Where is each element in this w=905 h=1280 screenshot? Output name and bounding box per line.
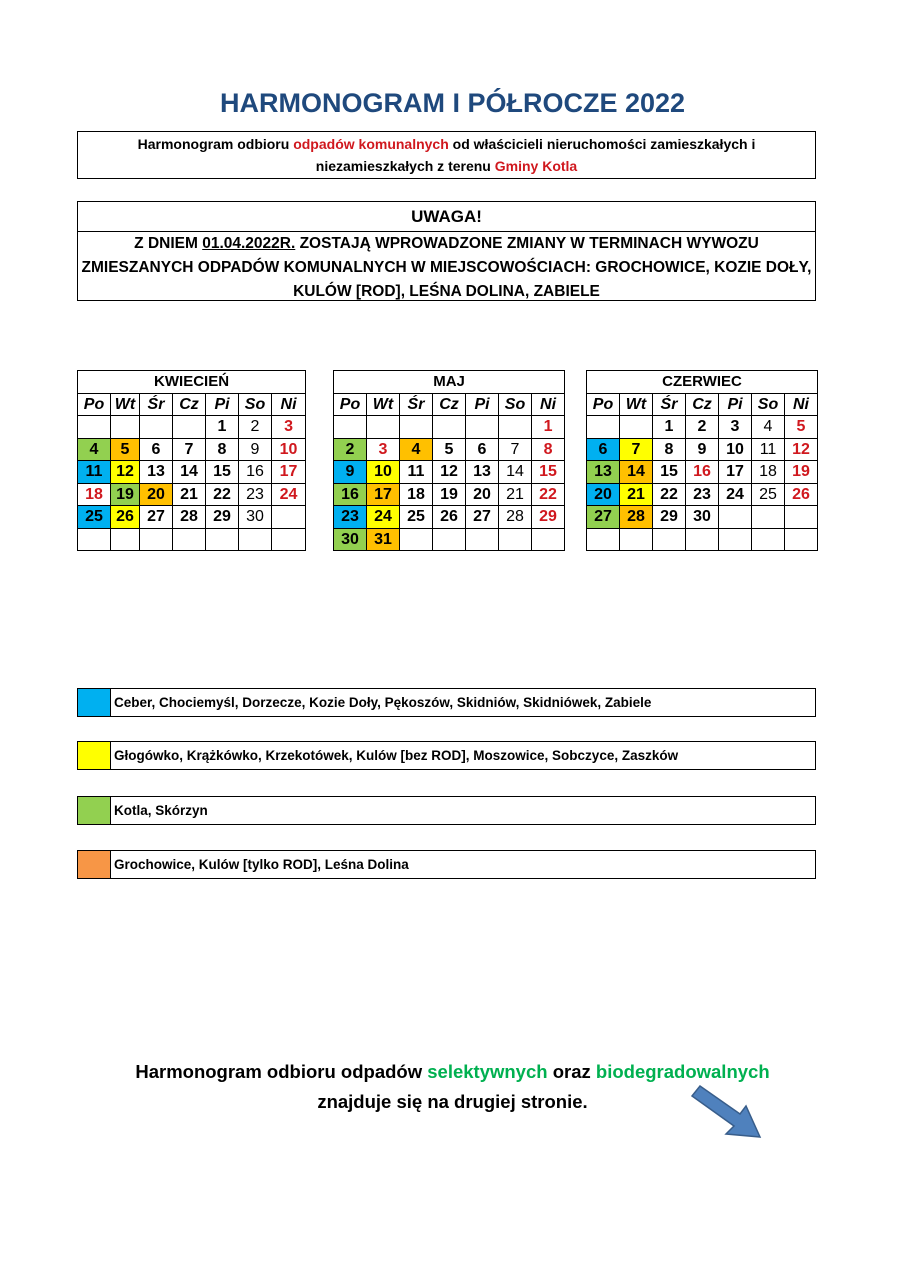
week-row <box>587 528 818 551</box>
empty-cell <box>532 528 565 551</box>
empty-cell <box>466 416 499 439</box>
day-cell: 23 <box>686 483 719 506</box>
week-row <box>334 483 565 506</box>
day-cell: 15 <box>206 461 239 484</box>
month-name: MAJ <box>334 371 565 394</box>
day-cell: 21 <box>620 483 653 506</box>
empty-cell <box>433 416 466 439</box>
empty-cell <box>400 416 433 439</box>
legend-label: Ceber, Chociemyśl, Dorzecze, Kozie Doły, Pękoszów, Skidniów, Skidniówek, Zabiele <box>114 695 652 710</box>
day-cell: 17 <box>719 461 752 484</box>
legend-label: Grochowice, Kulów [tylko ROD], Leśna Dolina <box>114 857 409 872</box>
day-cell: 2 <box>686 416 719 439</box>
empty-cell <box>686 528 719 551</box>
arrow-down-right-icon <box>688 1084 768 1144</box>
day-name: Wt <box>111 393 140 416</box>
day-cell: 15 <box>532 461 565 484</box>
day-cell: 21 <box>499 483 532 506</box>
calendar-april <box>77 370 306 551</box>
page-title: HARMONOGRAM I PÓŁROCZE 2022 <box>219 88 686 118</box>
day-name: So <box>499 393 532 416</box>
day-cell: 21 <box>173 483 206 506</box>
day-cell: 27 <box>587 506 620 529</box>
day-cell: 3 <box>367 438 400 461</box>
day-cell: 8 <box>206 438 239 461</box>
day-cell: 19 <box>785 461 818 484</box>
day-cell: 29 <box>653 506 686 529</box>
empty-cell <box>719 506 752 529</box>
day-cell: 16 <box>239 461 272 484</box>
day-name: Śr <box>653 393 686 416</box>
intro-text-2: od właścicieli nieruchomości zamieszkałych i niezamieszkałych z terenu <box>315 136 756 174</box>
calendar-june <box>586 370 818 551</box>
footer-highlight-selective: selektywnych <box>427 1061 548 1082</box>
day-cell: 27 <box>140 506 173 529</box>
empty-cell <box>78 416 111 439</box>
day-cell: 13 <box>466 461 499 484</box>
day-cell: 18 <box>78 483 111 506</box>
notice-text <box>78 232 815 304</box>
day-cell: 12 <box>785 438 818 461</box>
empty-cell <box>111 416 140 439</box>
day-cell: 6 <box>587 438 620 461</box>
empty-cell <box>752 506 785 529</box>
day-cell: 1 <box>532 416 565 439</box>
day-cell: 4 <box>400 438 433 461</box>
week-row <box>587 416 818 439</box>
day-cell: 20 <box>587 483 620 506</box>
day-cell: 5 <box>433 438 466 461</box>
intro-box <box>77 131 816 179</box>
legend-label: Kotla, Skórzyn <box>114 803 208 818</box>
empty-cell <box>272 528 306 551</box>
day-cell: 14 <box>173 461 206 484</box>
day-cell: 8 <box>532 438 565 461</box>
day-cell: 16 <box>686 461 719 484</box>
legend-label: Głogówko, Krążkówko, Krzekotówek, Kulów [bez ROD], Moszowice, Sobczyce, Zaszków <box>114 748 679 763</box>
month-name: KWIECIEŃ <box>78 371 306 394</box>
empty-cell <box>367 416 400 439</box>
day-cell: 5 <box>111 438 140 461</box>
day-cell: 4 <box>78 438 111 461</box>
notice-heading: UWAGA! <box>78 202 815 232</box>
day-cell: 30 <box>334 528 367 551</box>
day-cell: 29 <box>532 506 565 529</box>
week-row <box>587 506 818 529</box>
day-name: Pi <box>206 393 239 416</box>
week-row <box>587 438 818 461</box>
legend-swatch <box>78 797 111 824</box>
day-cell: 19 <box>111 483 140 506</box>
week-row <box>334 506 565 529</box>
day-cell: 4 <box>752 416 785 439</box>
day-cell: 3 <box>719 416 752 439</box>
day-cell: 7 <box>173 438 206 461</box>
day-cell: 26 <box>785 483 818 506</box>
day-name: Śr <box>140 393 173 416</box>
day-cell: 31 <box>367 528 400 551</box>
week-row <box>78 438 306 461</box>
day-cell: 9 <box>686 438 719 461</box>
day-cell: 10 <box>719 438 752 461</box>
week-row <box>78 506 306 529</box>
day-cell: 28 <box>499 506 532 529</box>
legend-swatch <box>78 851 111 878</box>
day-cell: 9 <box>334 461 367 484</box>
notice-date: 01.04.2022R. <box>202 235 296 252</box>
day-name: So <box>239 393 272 416</box>
day-name: Ni <box>532 393 565 416</box>
empty-cell <box>466 528 499 551</box>
week-row <box>78 416 306 439</box>
empty-cell <box>499 416 532 439</box>
day-cell: 6 <box>140 438 173 461</box>
empty-cell <box>78 528 111 551</box>
week-row <box>78 528 306 551</box>
intro-highlight-waste: odpadów komunalnych <box>293 136 449 152</box>
empty-cell <box>719 528 752 551</box>
footer-text: Harmonogram odbioru odpadów <box>135 1061 428 1082</box>
day-cell: 11 <box>752 438 785 461</box>
empty-cell <box>752 528 785 551</box>
empty-cell <box>587 416 620 439</box>
empty-cell <box>272 506 306 529</box>
day-cell: 17 <box>367 483 400 506</box>
empty-cell <box>433 528 466 551</box>
empty-cell <box>140 416 173 439</box>
week-row <box>587 483 818 506</box>
day-cell: 11 <box>400 461 433 484</box>
empty-cell <box>173 528 206 551</box>
day-cell: 12 <box>433 461 466 484</box>
empty-cell <box>620 528 653 551</box>
footer-line-2: znajduje się na drugiej stronie. <box>317 1091 588 1112</box>
day-cell: 13 <box>587 461 620 484</box>
day-cell: 23 <box>239 483 272 506</box>
day-name: Pi <box>719 393 752 416</box>
day-name: Pi <box>466 393 499 416</box>
empty-cell <box>785 506 818 529</box>
day-cell: 10 <box>367 461 400 484</box>
day-cell: 19 <box>433 483 466 506</box>
day-name: Po <box>334 393 367 416</box>
day-cell: 20 <box>466 483 499 506</box>
day-name: Wt <box>367 393 400 416</box>
empty-cell <box>499 528 532 551</box>
day-cell: 25 <box>752 483 785 506</box>
legend-swatch <box>78 689 111 716</box>
day-cell: 25 <box>400 506 433 529</box>
notice-body: ZOSTAJĄ WPROWADZONE ZMIANY W TERMINACH WYWOZU ZMIESZANYCH ODPADÓW KOMUNALNYCH W MIEJSCOWOŚCIACH: GROCHOWICE, KOZIE DOŁY, KULÓW [ROD], LEŚNA DOLINA, ZABIELE <box>81 235 812 300</box>
day-cell: 18 <box>400 483 433 506</box>
legend-item-green <box>77 796 816 825</box>
day-cell: 1 <box>206 416 239 439</box>
day-cell: 17 <box>272 461 306 484</box>
day-name: Cz <box>433 393 466 416</box>
calendar-may <box>333 370 565 551</box>
day-name: Ni <box>272 393 306 416</box>
day-name: Po <box>78 393 111 416</box>
day-cell: 23 <box>334 506 367 529</box>
day-name: Śr <box>400 393 433 416</box>
day-cell: 7 <box>620 438 653 461</box>
week-row <box>334 416 565 439</box>
notice-prefix: Z DNIEM <box>134 235 203 252</box>
day-cell: 22 <box>206 483 239 506</box>
legend-item-blue <box>77 688 816 717</box>
week-row <box>334 528 565 551</box>
legend-item-orange <box>77 850 816 879</box>
day-cell: 13 <box>140 461 173 484</box>
empty-cell <box>239 528 272 551</box>
month-name: CZERWIEC <box>587 371 818 394</box>
day-cell: 14 <box>620 461 653 484</box>
day-cell: 10 <box>272 438 306 461</box>
day-cell: 5 <box>785 416 818 439</box>
empty-cell <box>785 528 818 551</box>
week-row <box>587 461 818 484</box>
week-row <box>78 461 306 484</box>
day-cell: 20 <box>140 483 173 506</box>
empty-cell <box>111 528 140 551</box>
day-cell: 1 <box>653 416 686 439</box>
legend-swatch <box>78 742 111 769</box>
day-name: Cz <box>686 393 719 416</box>
empty-cell <box>140 528 173 551</box>
day-cell: 2 <box>239 416 272 439</box>
week-row <box>334 438 565 461</box>
empty-cell <box>620 416 653 439</box>
intro-text: Harmonogram odbioru <box>137 136 294 152</box>
empty-cell <box>334 416 367 439</box>
day-name: Cz <box>173 393 206 416</box>
day-cell: 6 <box>466 438 499 461</box>
intro-highlight-municipality: Gminy Kotla <box>494 158 578 174</box>
day-name: Wt <box>620 393 653 416</box>
day-cell: 11 <box>78 461 111 484</box>
notice-box <box>77 201 816 301</box>
footer-text-2: oraz <box>547 1061 596 1082</box>
day-cell: 26 <box>433 506 466 529</box>
empty-cell <box>653 528 686 551</box>
footer-highlight-bio: biodegradowalnych <box>595 1061 770 1082</box>
day-cell: 22 <box>532 483 565 506</box>
day-cell: 3 <box>272 416 306 439</box>
day-name: So <box>752 393 785 416</box>
week-row <box>334 461 565 484</box>
day-cell: 14 <box>499 461 532 484</box>
empty-cell <box>206 528 239 551</box>
empty-cell <box>400 528 433 551</box>
day-cell: 30 <box>239 506 272 529</box>
empty-cell <box>173 416 206 439</box>
empty-cell <box>587 528 620 551</box>
week-row <box>78 483 306 506</box>
legend-item-yellow <box>77 741 816 770</box>
day-cell: 24 <box>719 483 752 506</box>
day-cell: 26 <box>111 506 140 529</box>
day-cell: 28 <box>620 506 653 529</box>
day-cell: 25 <box>78 506 111 529</box>
day-cell: 2 <box>334 438 367 461</box>
day-cell: 8 <box>653 438 686 461</box>
day-cell: 22 <box>653 483 686 506</box>
footer-note <box>0 1057 905 1117</box>
day-name: Ni <box>785 393 818 416</box>
day-cell: 24 <box>367 506 400 529</box>
day-cell: 18 <box>752 461 785 484</box>
day-cell: 27 <box>466 506 499 529</box>
day-cell: 15 <box>653 461 686 484</box>
day-name: Po <box>587 393 620 416</box>
day-cell: 9 <box>239 438 272 461</box>
day-cell: 16 <box>334 483 367 506</box>
day-cell: 28 <box>173 506 206 529</box>
day-cell: 12 <box>111 461 140 484</box>
day-cell: 7 <box>499 438 532 461</box>
day-cell: 29 <box>206 506 239 529</box>
day-cell: 24 <box>272 483 306 506</box>
day-cell: 30 <box>686 506 719 529</box>
